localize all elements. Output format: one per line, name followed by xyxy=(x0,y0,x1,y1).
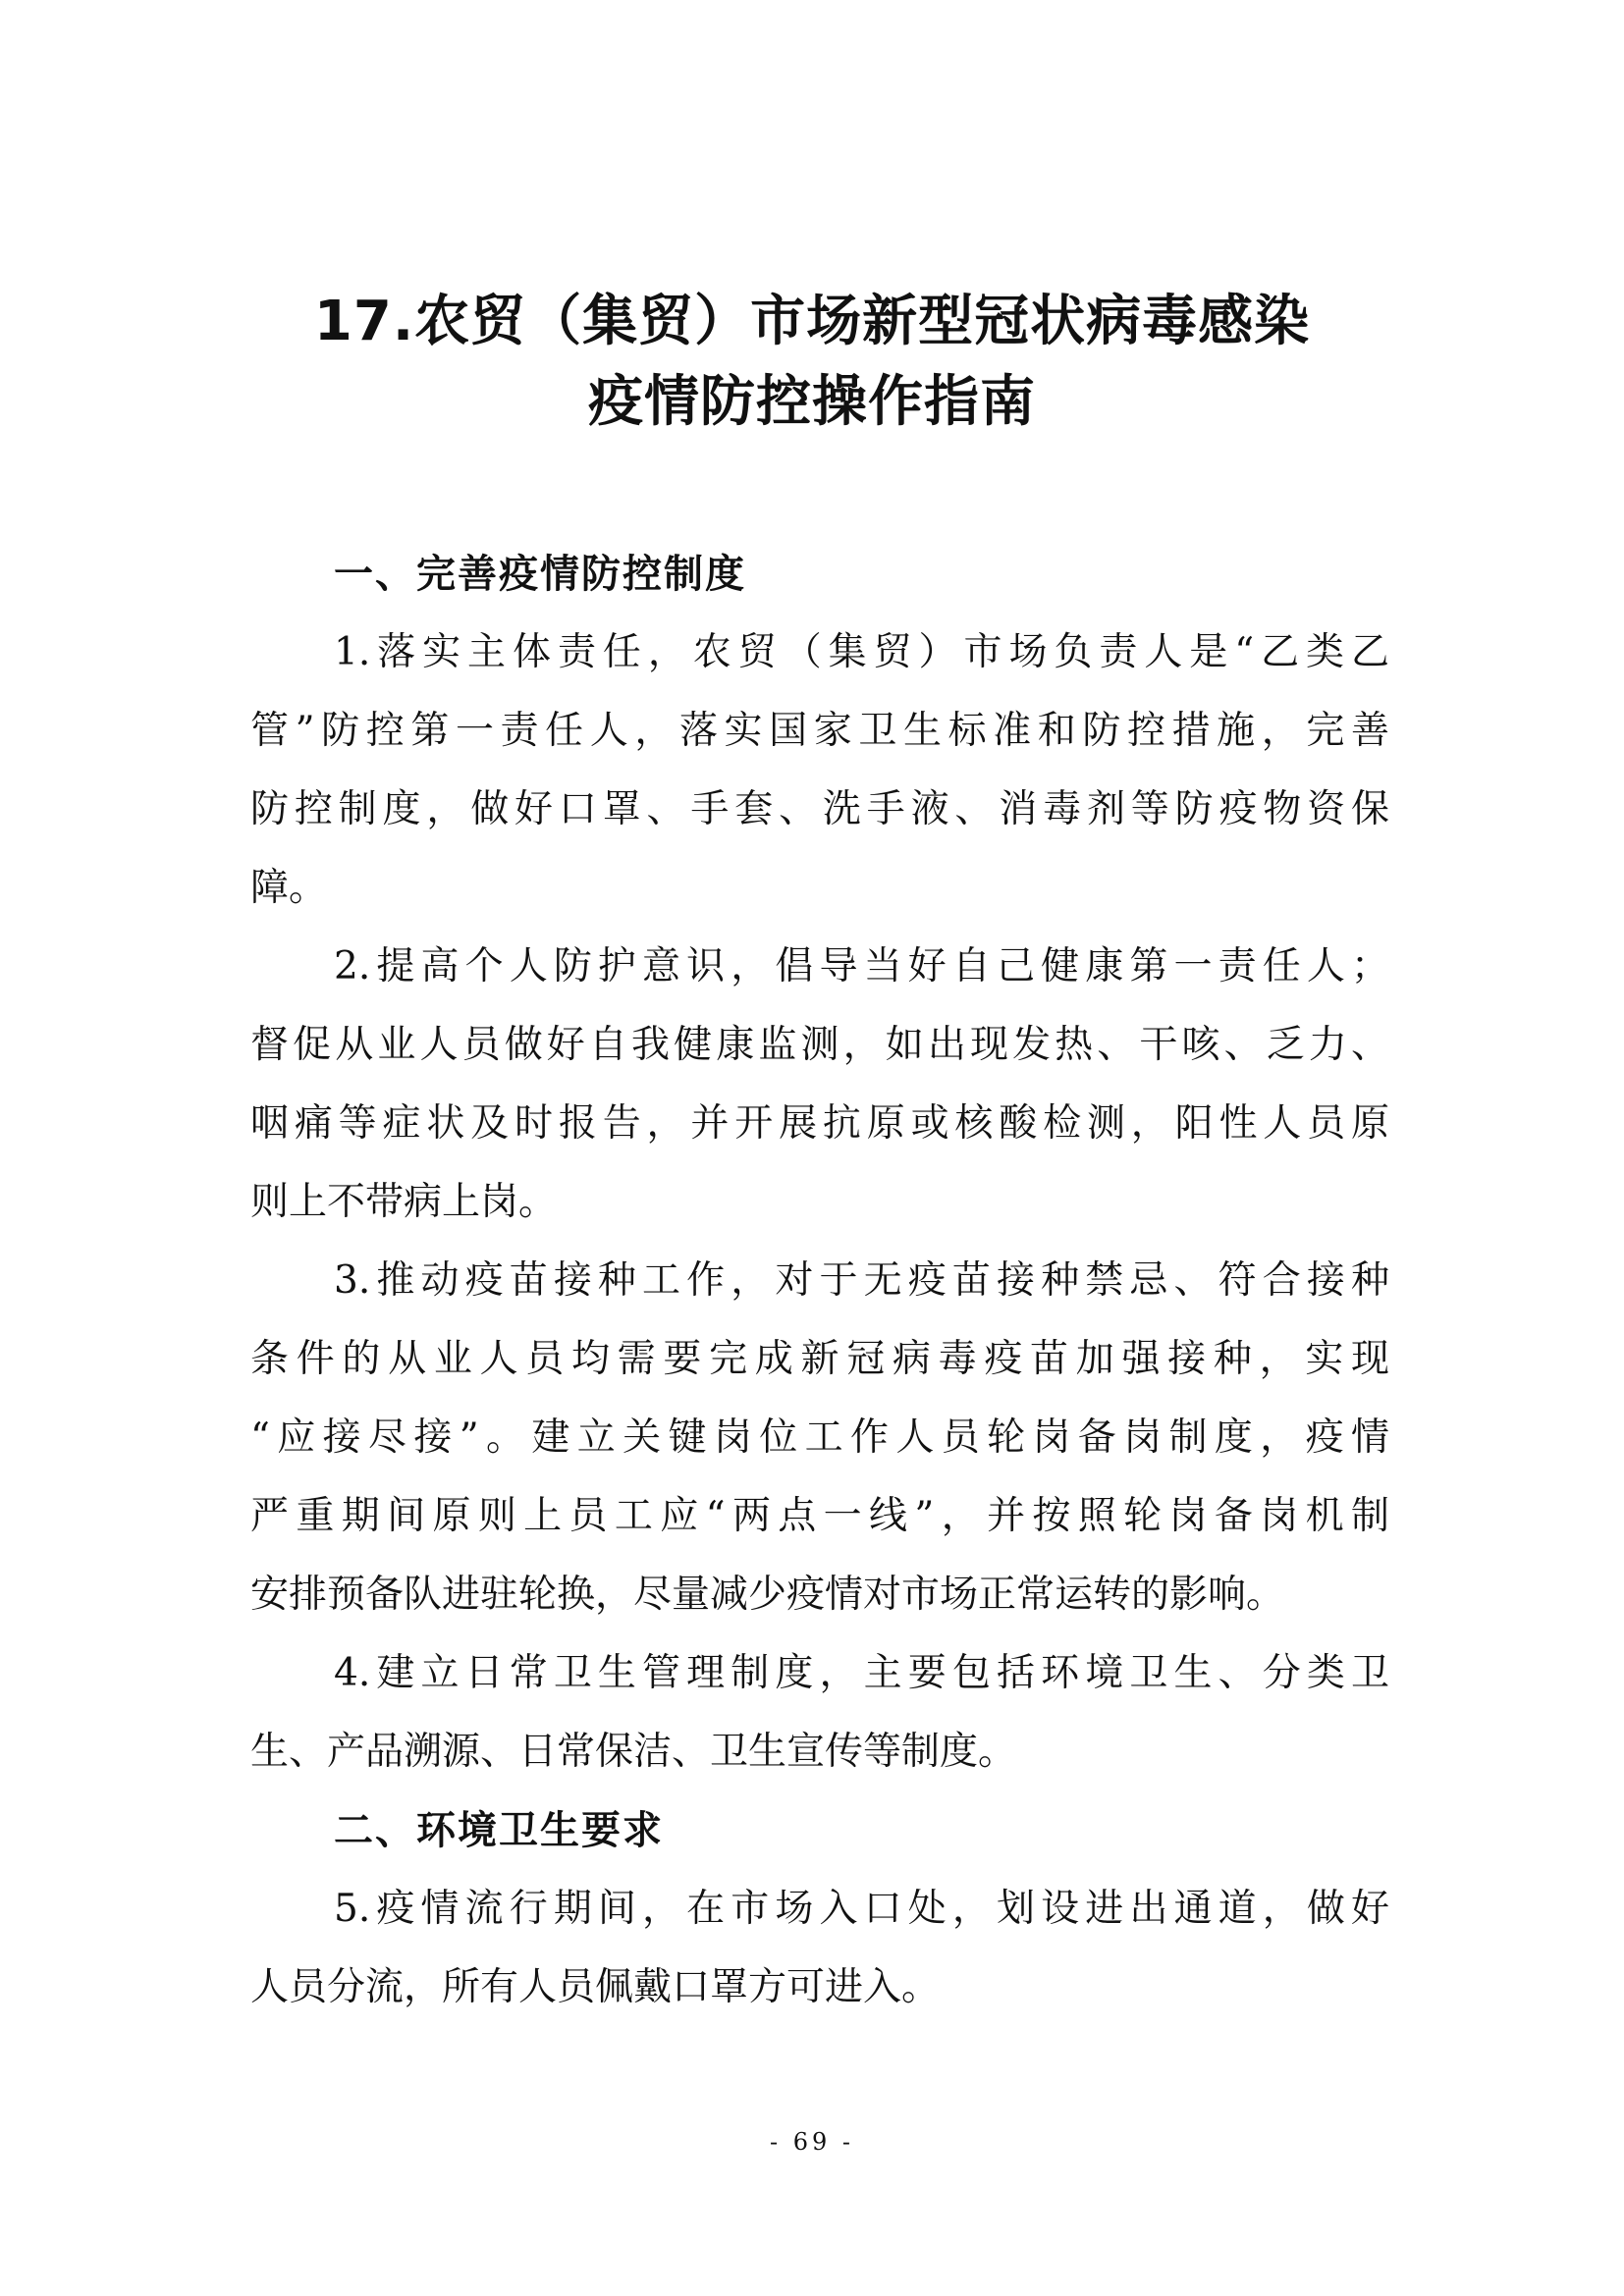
paragraph-4-line-2: 生、产品溯源、日常保洁、卫生宣传等制度。 xyxy=(250,1730,1017,1774)
paragraph-5-line-2: 人员分流，所有人员佩戴口罩方可进入。 xyxy=(250,1965,941,2009)
document-title-line-2: 疫情防控操作指南 xyxy=(588,370,1036,434)
document-title-line-1: 17.农贸（集贸）市场新型冠状病毒感染 xyxy=(313,290,1311,353)
paragraph-3-line-5: 安排预备队进驻轮换，尽量减少疫情对市场正常运转的影响。 xyxy=(250,1573,1285,1617)
paragraph-3-line-2: 条件的从业人员均需要完成新冠病毒疫苗加强接种，实现 xyxy=(250,1337,1389,1381)
section-heading-2: 二、环境卫生要求 xyxy=(334,1808,664,1853)
page-number: - 69 - xyxy=(769,2128,854,2156)
paragraph-1-line-4: 障。 xyxy=(250,866,328,910)
paragraph-3-line-3: “应接尽接”。建立关键岗位工作人员轮岗备岗制度，疫情 xyxy=(250,1415,1389,1460)
paragraph-2-line-1: 2.提高个人防护意识，倡导当好自己健康第一责任人； xyxy=(334,944,1389,988)
section-heading-1: 一、完善疫情防控制度 xyxy=(334,552,746,597)
paragraph-3-line-1: 3.推动疫苗接种工作，对于无疫苗接种禁忌、符合接种 xyxy=(334,1258,1389,1303)
paragraph-1-line-3: 防控制度，做好口罩、手套、洗手液、消毒剂等防疫物资保 xyxy=(250,787,1389,831)
paragraph-1-line-2: 管”防控第一责任人，落实国家卫生标准和防控措施，完善 xyxy=(250,709,1389,753)
paragraph-4-line-1: 4.建立日常卫生管理制度，主要包括环境卫生、分类卫 xyxy=(334,1651,1389,1695)
paragraph-2-line-2: 督促从业人员做好自我健康监测，如出现发热、干咳、乏力、 xyxy=(250,1023,1389,1067)
paragraph-2-line-4: 则上不带病上岗。 xyxy=(250,1180,558,1224)
paragraph-5-line-1: 5.疫情流行期间，在市场入口处，划设进出通道，做好 xyxy=(334,1887,1389,1931)
paragraph-2-line-3: 咽痛等症状及时报告，并开展抗原或核酸检测，阳性人员原 xyxy=(250,1101,1389,1146)
paragraph-1-line-1: 1.落实主体责任，农贸（集贸）市场负责人是“乙类乙 xyxy=(334,630,1389,674)
paragraph-3-line-4: 严重期间原则上员工应“两点一线”，并按照轮岗备岗机制 xyxy=(250,1494,1389,1538)
